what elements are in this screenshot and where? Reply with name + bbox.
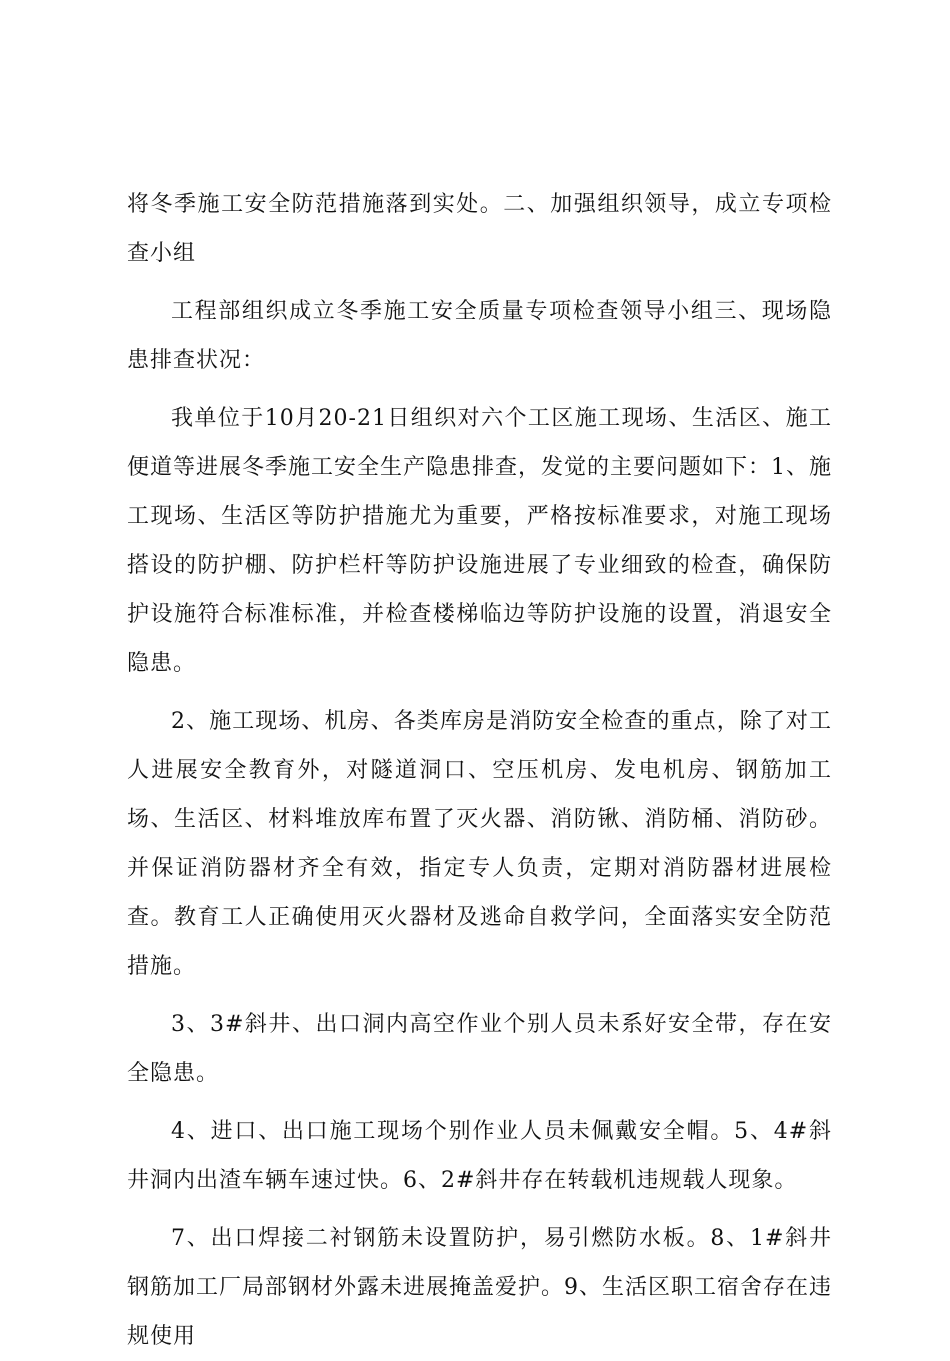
paragraph-6: 4、进口、出口施工现场个别作业人员未佩戴安全帽。5、4#斜井洞内出渣车辆车速过快。6、2#斜井存在转载机违规载人现象。 (127, 1119, 832, 1193)
paragraph-5: 3、3#斜井、出口洞内高空作业个别人员未系好安全带，存在安全隐患。 (127, 1012, 832, 1086)
paragraph-7: 7、出口焊接二衬钢筋未设置防护，易引燃防水板。8、1#斜井钢筋加工厂局部钢材外露未进展掩盖爱护。9、生活区职工宿舍存在违规使用 (127, 1226, 832, 1349)
paragraph-2: 工程部组织成立冬季施工安全质量专项检查领导小组三、现场隐患排查状况： (127, 299, 832, 373)
paragraph-4: 2、施工现场、机房、各类库房是消防安全检查的重点，除了对工人进展安全教育外，对隧道洞口、空压机房、发电机房、钢筋加工场、生活区、材料堆放库布置了灭火器、消防锹、消防桶、消防砂。并保证消防器材齐全有效，指定专人负责，定期对消防器材进展检查。教育工人正确使用灭火器材及逃命自救学问，全面落实安全防范措施。 (127, 709, 832, 979)
paragraph-1: 将冬季施工安全防范措施落到实处。二、加强组织领导，成立专项检查小组 (127, 192, 832, 266)
paragraph-3: 我单位于10月20-21日组织对六个工区施工现场、生活区、施工便道等进展冬季施工安全生产隐患排查，发觉的主要问题如下：1、施工现场、生活区等防护措施尤为重要，严格按标准要求，对施工现场搭设的防护棚、防护栏杆等防护设施进展了专业细致的检查，确保防护设施符合标准标准，并检查楼梯临边等防护设施的设置，消退安全隐患。 (127, 406, 832, 676)
document-body (127, 180, 832, 1361)
